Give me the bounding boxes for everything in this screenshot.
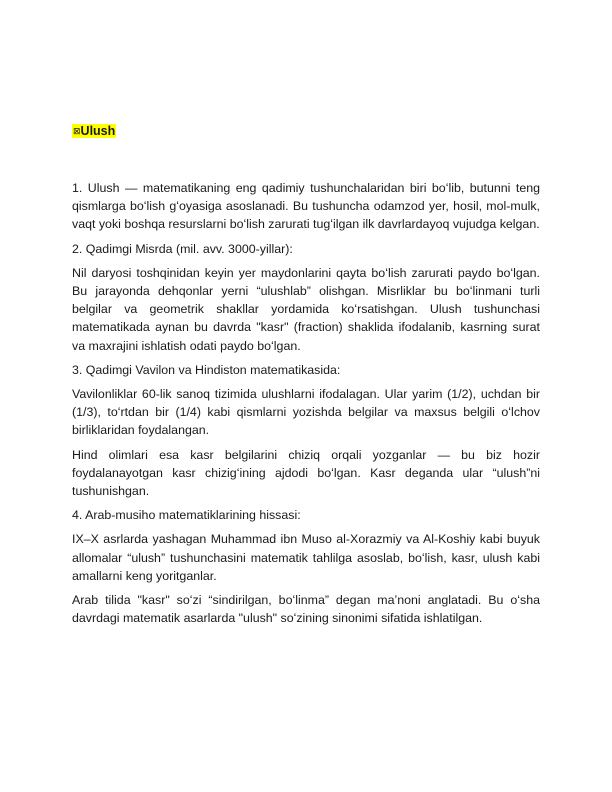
heading-egypt: 2. Qadimgi Misrda (mil. avv. 3000-yillar): bbox=[72, 241, 293, 256]
paragraph-arab-kasr: Arab tilida "kasr" soʻzi “sindirilgan, boʻlinma” degan maʼnoni anglatadi. Bu oʻsha davrdagi matematik asarlarda "ulush" soʻzining sinonimi sifatida ishlatilgan. bbox=[72, 593, 540, 626]
paragraph-intro: 1. Ulush — matematikaning eng qadimiy tushunchalaridan biri boʻlib, butunni teng qismlarga boʻlish gʻoyasiga asoslanadi. Bu tushuncha odamzod yer, hosil, mol-mulk, vaqt yoki boshqa resurslarni boʻlish zarurati tugʻilgan ilk davrlardayoq vujudga kelgan. bbox=[72, 181, 540, 232]
title-highlight bbox=[72, 124, 116, 138]
title-text: Ulush bbox=[80, 124, 116, 138]
paragraph-babylon: Vavilonliklar 60-lik sanoq tizimida ulushlarni ifodalagan. Ular yarim (1/2), uchdan bir (1/3), toʻrtdan bir (1/4) kabi qismlarni yozishda belgilar va maxsus belgili oʻlchov birliklaridan foydalangan. bbox=[72, 387, 540, 438]
document-page bbox=[72, 124, 540, 633]
document-title bbox=[72, 124, 540, 139]
heading-arab: 4. Arab-musiho matematiklarining hissasi: bbox=[72, 508, 301, 523]
paragraph-egypt: Nil daryosi toshqinidan keyin yer maydonlarini qayta boʻlish zarurati paydo boʻlgan. Bu jarayonda dehqonlar yerni “ulushlab” olishgan. Misrliklar bu boʻlinmani turli belgilar va geometrik shakllar yordamida koʻrsatishgan. Ulush tushunchasi matematikada aynan bu davrda "kasr" (fraction) shaklida ifodalanib, kasrning surat va maxrajini ishlatish odati paydo boʻlgan. bbox=[72, 265, 540, 353]
heading-babylon-india: 3. Qadimgi Vavilon va Hindiston matematikasida: bbox=[72, 362, 341, 377]
paragraph-india: Hind olimlari esa kasr belgilarini chiziq orqali yozganlar — bu biz hozir foydalanayotgan kasr chizigʻining ajdodi boʻlgan. Kasr deganda ular “ulush”ni tushunishgan. bbox=[72, 447, 540, 499]
title-marker-icon: ⊠ bbox=[73, 126, 81, 136]
paragraph-arab-scholars: IX–X asrlarda yashagan Muhammad ibn Muso al-Xorazmiy va Al-Koshiy kabi buyuk allomalar “ulush” tushunchasini matematik tahlilga asoslab, boʻlish, kasr, ulush kabi amallarni keng yoritganlar. bbox=[72, 532, 540, 583]
